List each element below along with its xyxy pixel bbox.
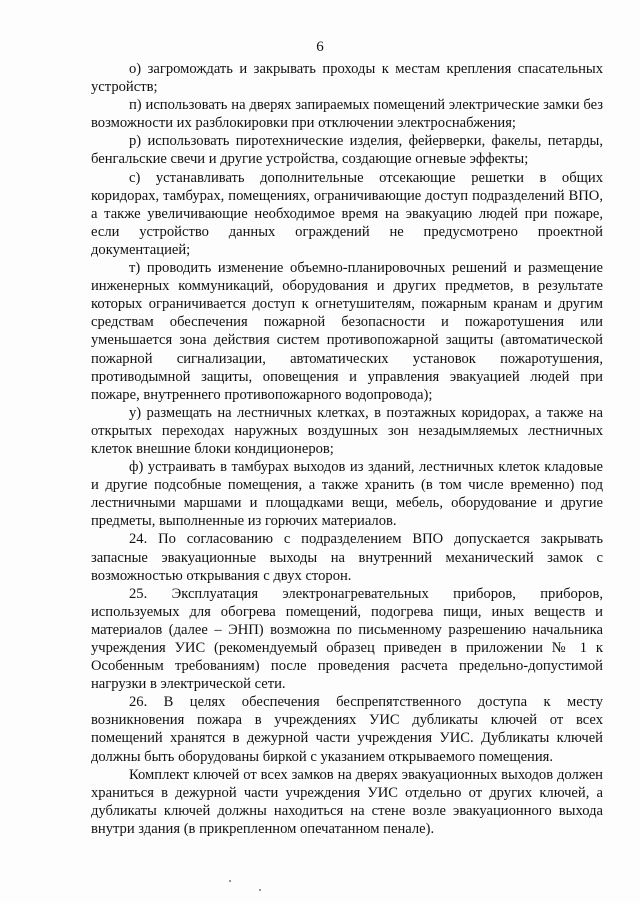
paragraph-25: 25. Эксплуатация электронагревательных приборов, приборов, используемых для обогрева помещений, подогрева пищи, иных веществ и материалов (далее – ЭНП) возможна по письменному разрешению начальника учреждения УИС (рекомендуемый образец приведен в приложении № 1 к Особенным требованиям) после проведения расчета предельно-допустимой нагрузки в электрической сети. xyxy=(91,585,603,693)
scan-speck xyxy=(229,880,231,882)
scan-speck xyxy=(259,889,261,891)
paragraph-o: о) загромождать и закрывать проходы к местам крепления спасательных устройств; xyxy=(91,61,603,96)
paragraph-26: 26. В целях обеспечения беспрепятственного доступа к месту возникновения пожара в учреждениях УИС дубликаты ключей от всех помещений хранятся в дежурной части учреждения УИС. Дубликаты ключей должны быть оборудованы биркой с указанием открываемого помещения. xyxy=(91,694,603,765)
paragraph-24: 24. По согласованию с подразделением ВПО допускается закрывать запасные эвакуационные выходы на внутренний механический замок с возможностью открывания с двух сторон. xyxy=(91,531,603,584)
paragraph-u: у) размещать на лестничных клетках, в поэтажных коридорах, а также на открытых переходах наружных воздушных зон незадымляемых лестничных клеток внешние блоки кондиционеров; xyxy=(91,404,603,457)
paragraph-f: ф) устраивать в тамбурах выходов из зданий, лестничных клеток кладовые и другие подсобные помещения, а также хранить (в том числе временно) под лестничными маршами и площадками вещи, мебель, оборудование и другие предметы, выполненные из горючих материалов. xyxy=(91,459,603,530)
page-number: 6 xyxy=(316,39,324,55)
paragraph-s: с) устанавливать дополнительные отсекающие решетки в общих коридорах, тамбурах, помещениях, ограничивающие доступ подразделений ВПО, а также увеличивающие необходимое время на эвакуацию людей при пожаре, если устройство данных ограждений не предусмотрено проектной документацией; xyxy=(91,169,603,258)
body-text xyxy=(91,60,603,838)
paragraph-key-set: Комплект ключей от всех замков на дверях эвакуационных выходов должен храниться в дежурной части учреждения УИС отдельно от других ключей, а дубликаты ключей должны находиться на стене возле эвакуационного выхода внутри здания (в прикрепленном опечатанном пенале). xyxy=(91,766,603,837)
paragraph-r: р) использовать пиротехнические изделия, фейерверки, факелы, петарды, бенгальские свечи и другие устройства, создающие огневые эффекты; xyxy=(91,133,603,168)
paragraph-t: т) проводить изменение объемно-планировочных решений и размещение инженерных коммуникаций, оборудования и других предметов, в результате которых ограничивается доступ к огнетушителям, пожарным кранам и другим средствам обеспечения пожарной безопасности и пожаротушения или уменьшается зона действия систем противопожарной защиты (автоматической пожарной сигнализации, автоматических установок пожаротушения, противодымной защиты, оповещения и управления эвакуацией людей при пожаре, внутреннего противопожарного водопровода); xyxy=(91,260,603,403)
paragraph-p: п) использовать на дверях запираемых помещений электрические замки без возможности их разблокировки при отключении электроснабжения; xyxy=(91,97,603,132)
